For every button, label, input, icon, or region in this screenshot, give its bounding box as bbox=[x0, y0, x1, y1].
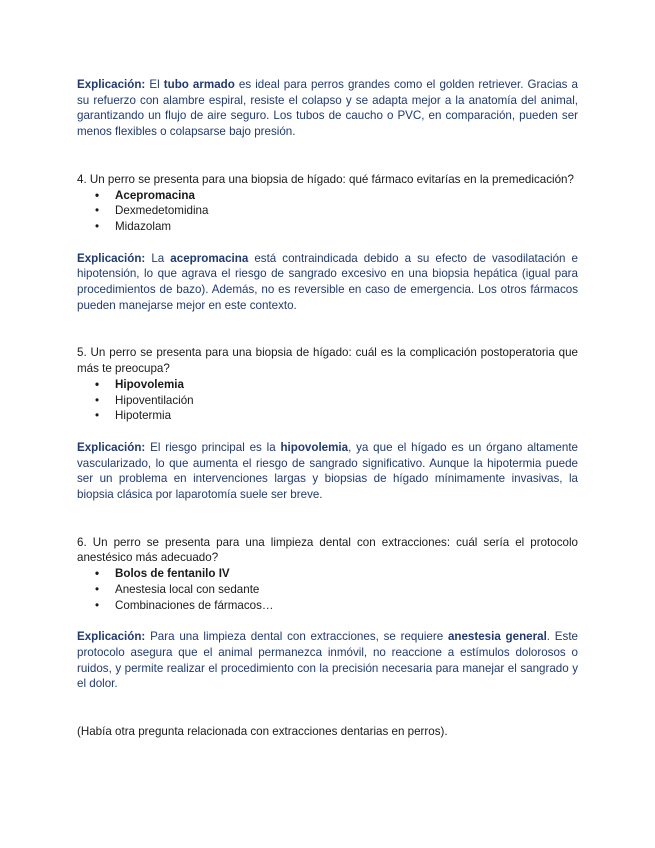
explanation-label: Explicación: bbox=[77, 440, 146, 454]
explanation-highlight: acepromacina bbox=[170, 251, 249, 265]
explanation-text: El riesgo principal es la bbox=[145, 440, 281, 454]
option: • Midazolam bbox=[115, 219, 578, 235]
question-4: 4. Un perro se presenta para una biopsia de hígado: qué fármaco evitarías en la premedicación? bbox=[77, 172, 574, 186]
explanation-tubo-armado bbox=[77, 77, 578, 140]
question-6-options bbox=[77, 566, 578, 613]
question-4-options bbox=[77, 188, 578, 235]
option-correct: • Hipovolemia bbox=[115, 377, 578, 393]
question-5-options bbox=[77, 377, 578, 424]
explanation-label: Explicación: bbox=[77, 78, 146, 91]
explanation-text: , ya que el hígado es un órgano altamente vascularizado, lo que aumenta el riesgo de sangrado significativo. Aunque la hipotermia puede ser un problema en intervenciones largas y biopsias de hígado mínimamente invasivas, la biopsia clásica por laparotomía suele ser breve. bbox=[77, 440, 578, 502]
explanation-text: Para una limpieza dental con extracciones, se requiere bbox=[145, 630, 448, 644]
option: • Hipoventilación bbox=[115, 393, 578, 409]
explanation-question-4 bbox=[77, 251, 578, 314]
question-6: 6. Un perro se presenta para una limpieza dental con extracciones: cuál sería el protocolo anestésico más adecuado? bbox=[77, 535, 578, 565]
explanation-text: El bbox=[145, 78, 164, 91]
question-5: 5. Un perro se presenta para una biopsia de hígado: cuál es la complicación postoperatoria que más te preocupa? bbox=[77, 346, 578, 376]
explanation-text: La bbox=[145, 251, 171, 265]
explanation-text: está contraindicada debido a su efecto de vasodilatación e hipotensión, lo que agrava el riesgo de sangrado excesivo en una biopsia hepática (igual para procedimientos de bazo). Además, no es reversible en caso de emergencia. Los otros fármacos pueden manejarse mejor en este contexto. bbox=[77, 251, 578, 312]
explanation-question-5 bbox=[77, 440, 578, 503]
explanation-label: Explicación: bbox=[77, 251, 146, 265]
explanation-highlight: hipovolemia bbox=[280, 440, 349, 454]
explanation-label: Explicación: bbox=[77, 630, 146, 644]
option-correct: • Bolos de fentanilo IV bbox=[115, 566, 578, 582]
option-correct: • Acepromacina bbox=[115, 188, 578, 204]
explanation-question-6 bbox=[77, 629, 578, 692]
document-page bbox=[77, 77, 578, 740]
option: • Hipotermia bbox=[115, 408, 578, 424]
option: • Anestesia local con sedante bbox=[115, 582, 578, 598]
explanation-highlight: tubo armado bbox=[163, 78, 235, 91]
footer-note: (Había otra pregunta relacionada con extracciones dentarias en perros). bbox=[77, 725, 448, 739]
explanation-text: es ideal para perros grandes como el golden retriever. Gracias a su refuerzo con alambre espiral, resiste el colapso y se adapta mejor a la anatomía del animal, garantizando un flujo de aire seguro. Los tubos de caucho o PVC, en comparación, pueden ser menos flexibles o colapsarse bajo presión. bbox=[77, 78, 578, 139]
explanation-highlight: anestesia general bbox=[447, 630, 547, 644]
option: • Combinaciones de fármacos… bbox=[115, 598, 578, 614]
explanation-text: . Este protocolo asegura que el animal permanezca inmóvil, no reaccione a estímulos dolorosos o ruidos, y permite realizar el procedimiento con la precisión necesaria para manejar el sangrado y el dolor. bbox=[77, 630, 578, 691]
option: • Dexmedetomidina bbox=[115, 203, 578, 219]
